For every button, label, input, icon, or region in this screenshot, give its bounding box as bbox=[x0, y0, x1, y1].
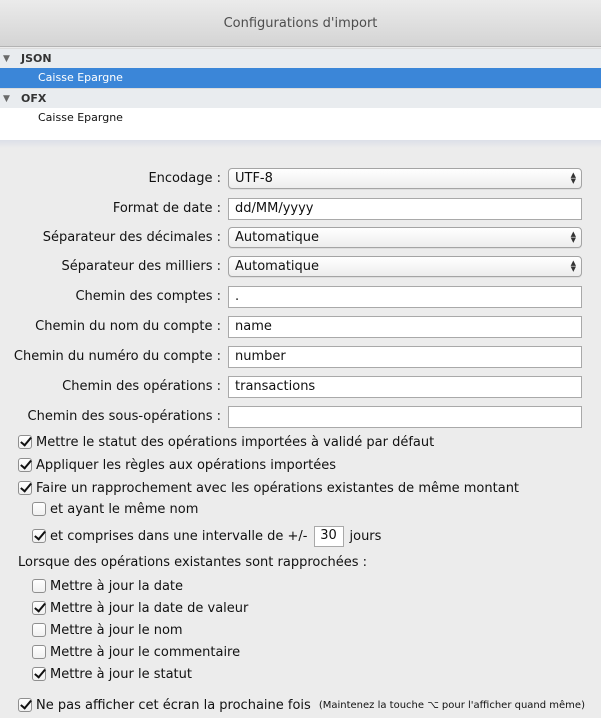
window-title: Configurations d'import bbox=[223, 15, 378, 31]
operations-path-label: Chemin des opérations : bbox=[62, 379, 221, 394]
thousands-separator-label: Séparateur des milliers : bbox=[61, 259, 221, 274]
within-interval-label: et comprises dans une intervalle de +/- bbox=[50, 528, 308, 544]
apply-rules-option[interactable] bbox=[18, 455, 336, 475]
reconcile-option[interactable] bbox=[18, 478, 519, 498]
decimal-separator-row bbox=[0, 227, 601, 249]
account-number-path-label: Chemin du numéro du compte : bbox=[13, 349, 221, 364]
dont-show-option[interactable] bbox=[18, 695, 585, 715]
apply-rules-checkbox[interactable] bbox=[18, 458, 32, 472]
account-number-path-field[interactable]: number bbox=[228, 346, 582, 368]
update-date-label: Mettre à jour la date bbox=[50, 578, 184, 594]
suboperations-path-field[interactable] bbox=[228, 406, 582, 428]
update-comment-checkbox[interactable] bbox=[32, 645, 46, 659]
operations-path-row bbox=[0, 376, 601, 398]
within-interval-option[interactable] bbox=[32, 526, 381, 546]
popup-arrows-icon: ▲ ▼ bbox=[570, 230, 576, 244]
thousands-separator-value: Automatique bbox=[235, 259, 320, 274]
interval-days-unit: jours bbox=[349, 528, 382, 544]
update-date-option[interactable] bbox=[32, 576, 183, 596]
thousands-separator-row bbox=[0, 256, 601, 278]
update-name-label: Mettre à jour le nom bbox=[50, 622, 183, 638]
date-format-label: Format de date : bbox=[112, 201, 221, 216]
same-name-label: et ayant le même nom bbox=[50, 501, 199, 517]
config-list bbox=[0, 48, 601, 140]
encoding-value: UTF-8 bbox=[235, 171, 273, 186]
decimal-separator-select[interactable] bbox=[228, 227, 582, 248]
group-ofx[interactable] bbox=[0, 88, 601, 108]
update-value-date-checkbox[interactable] bbox=[32, 601, 46, 615]
accounts-path-field[interactable]: . bbox=[228, 286, 582, 308]
dont-show-checkbox[interactable] bbox=[18, 698, 32, 712]
decimal-separator-value: Automatique bbox=[235, 230, 320, 245]
account-number-path-row bbox=[0, 346, 601, 368]
group-label: JSON bbox=[21, 52, 52, 65]
update-date-checkbox[interactable] bbox=[32, 579, 46, 593]
group-json[interactable] bbox=[0, 48, 601, 68]
interval-days-field[interactable]: 30 bbox=[314, 526, 344, 547]
account-name-path-row bbox=[0, 316, 601, 338]
disclosure-triangle-icon[interactable]: ▼ bbox=[3, 54, 10, 64]
account-name-path-label: Chemin du nom du compte : bbox=[35, 319, 221, 334]
update-comment-option[interactable] bbox=[32, 642, 240, 662]
update-section-label: Lorsque des opérations existantes sont rapprochées : bbox=[18, 555, 368, 570]
update-comment-label: Mettre à jour le commentaire bbox=[50, 644, 241, 660]
within-interval-checkbox[interactable] bbox=[32, 529, 46, 543]
account-name-path-field[interactable]: name bbox=[228, 316, 582, 338]
encoding-select[interactable] bbox=[228, 168, 582, 189]
suboperations-path-row bbox=[0, 406, 601, 428]
validated-status-checkbox[interactable] bbox=[18, 435, 32, 449]
group-label: OFX bbox=[21, 92, 47, 105]
encoding-row bbox=[0, 168, 601, 190]
option-key-note: (Maintenez la touche ⌥ pour l'afficher quand même) bbox=[318, 699, 585, 711]
popup-arrows-icon: ▲ ▼ bbox=[570, 171, 576, 185]
thousands-separator-select[interactable] bbox=[228, 256, 582, 277]
update-status-checkbox[interactable] bbox=[32, 667, 46, 681]
config-item-ofx-caisse-epargne[interactable]: Caisse Epargne bbox=[38, 111, 123, 124]
list-divider bbox=[0, 140, 601, 148]
reconcile-label: Faire un rapprochement avec les opérations existantes de même montant bbox=[36, 480, 520, 496]
update-value-date-option[interactable] bbox=[32, 598, 248, 618]
accounts-path-row bbox=[0, 286, 601, 308]
operations-path-field[interactable]: transactions bbox=[228, 376, 582, 398]
validated-status-label: Mettre le statut des opérations importées à validé par défaut bbox=[36, 434, 435, 450]
validated-status-option[interactable] bbox=[18, 432, 434, 452]
date-format-row bbox=[0, 198, 601, 220]
update-name-checkbox[interactable] bbox=[32, 623, 46, 637]
update-status-option[interactable] bbox=[32, 664, 192, 684]
update-name-option[interactable] bbox=[32, 620, 183, 640]
disclosure-triangle-icon[interactable]: ▼ bbox=[3, 94, 10, 104]
date-format-field[interactable]: dd/MM/yyyy bbox=[228, 198, 582, 220]
update-status-label: Mettre à jour le statut bbox=[50, 666, 192, 682]
suboperations-path-label: Chemin des sous-opérations : bbox=[27, 409, 221, 424]
same-name-option[interactable] bbox=[32, 499, 198, 519]
apply-rules-label: Appliquer les règles aux opérations importées bbox=[36, 457, 336, 473]
popup-arrows-icon: ▲ ▼ bbox=[570, 259, 576, 273]
accounts-path-label: Chemin des comptes : bbox=[75, 289, 221, 304]
encoding-label: Encodage : bbox=[148, 171, 221, 186]
update-value-date-label: Mettre à jour la date de valeur bbox=[50, 600, 249, 616]
dont-show-label: Ne pas afficher cet écran la prochaine fois bbox=[36, 697, 311, 713]
config-item-json-caisse-epargne[interactable]: Caisse Epargne bbox=[0, 68, 601, 88]
window-titlebar bbox=[0, 0, 601, 47]
same-name-checkbox[interactable] bbox=[32, 502, 46, 516]
decimal-separator-label: Séparateur des décimales : bbox=[42, 230, 221, 245]
reconcile-checkbox[interactable] bbox=[18, 481, 32, 495]
